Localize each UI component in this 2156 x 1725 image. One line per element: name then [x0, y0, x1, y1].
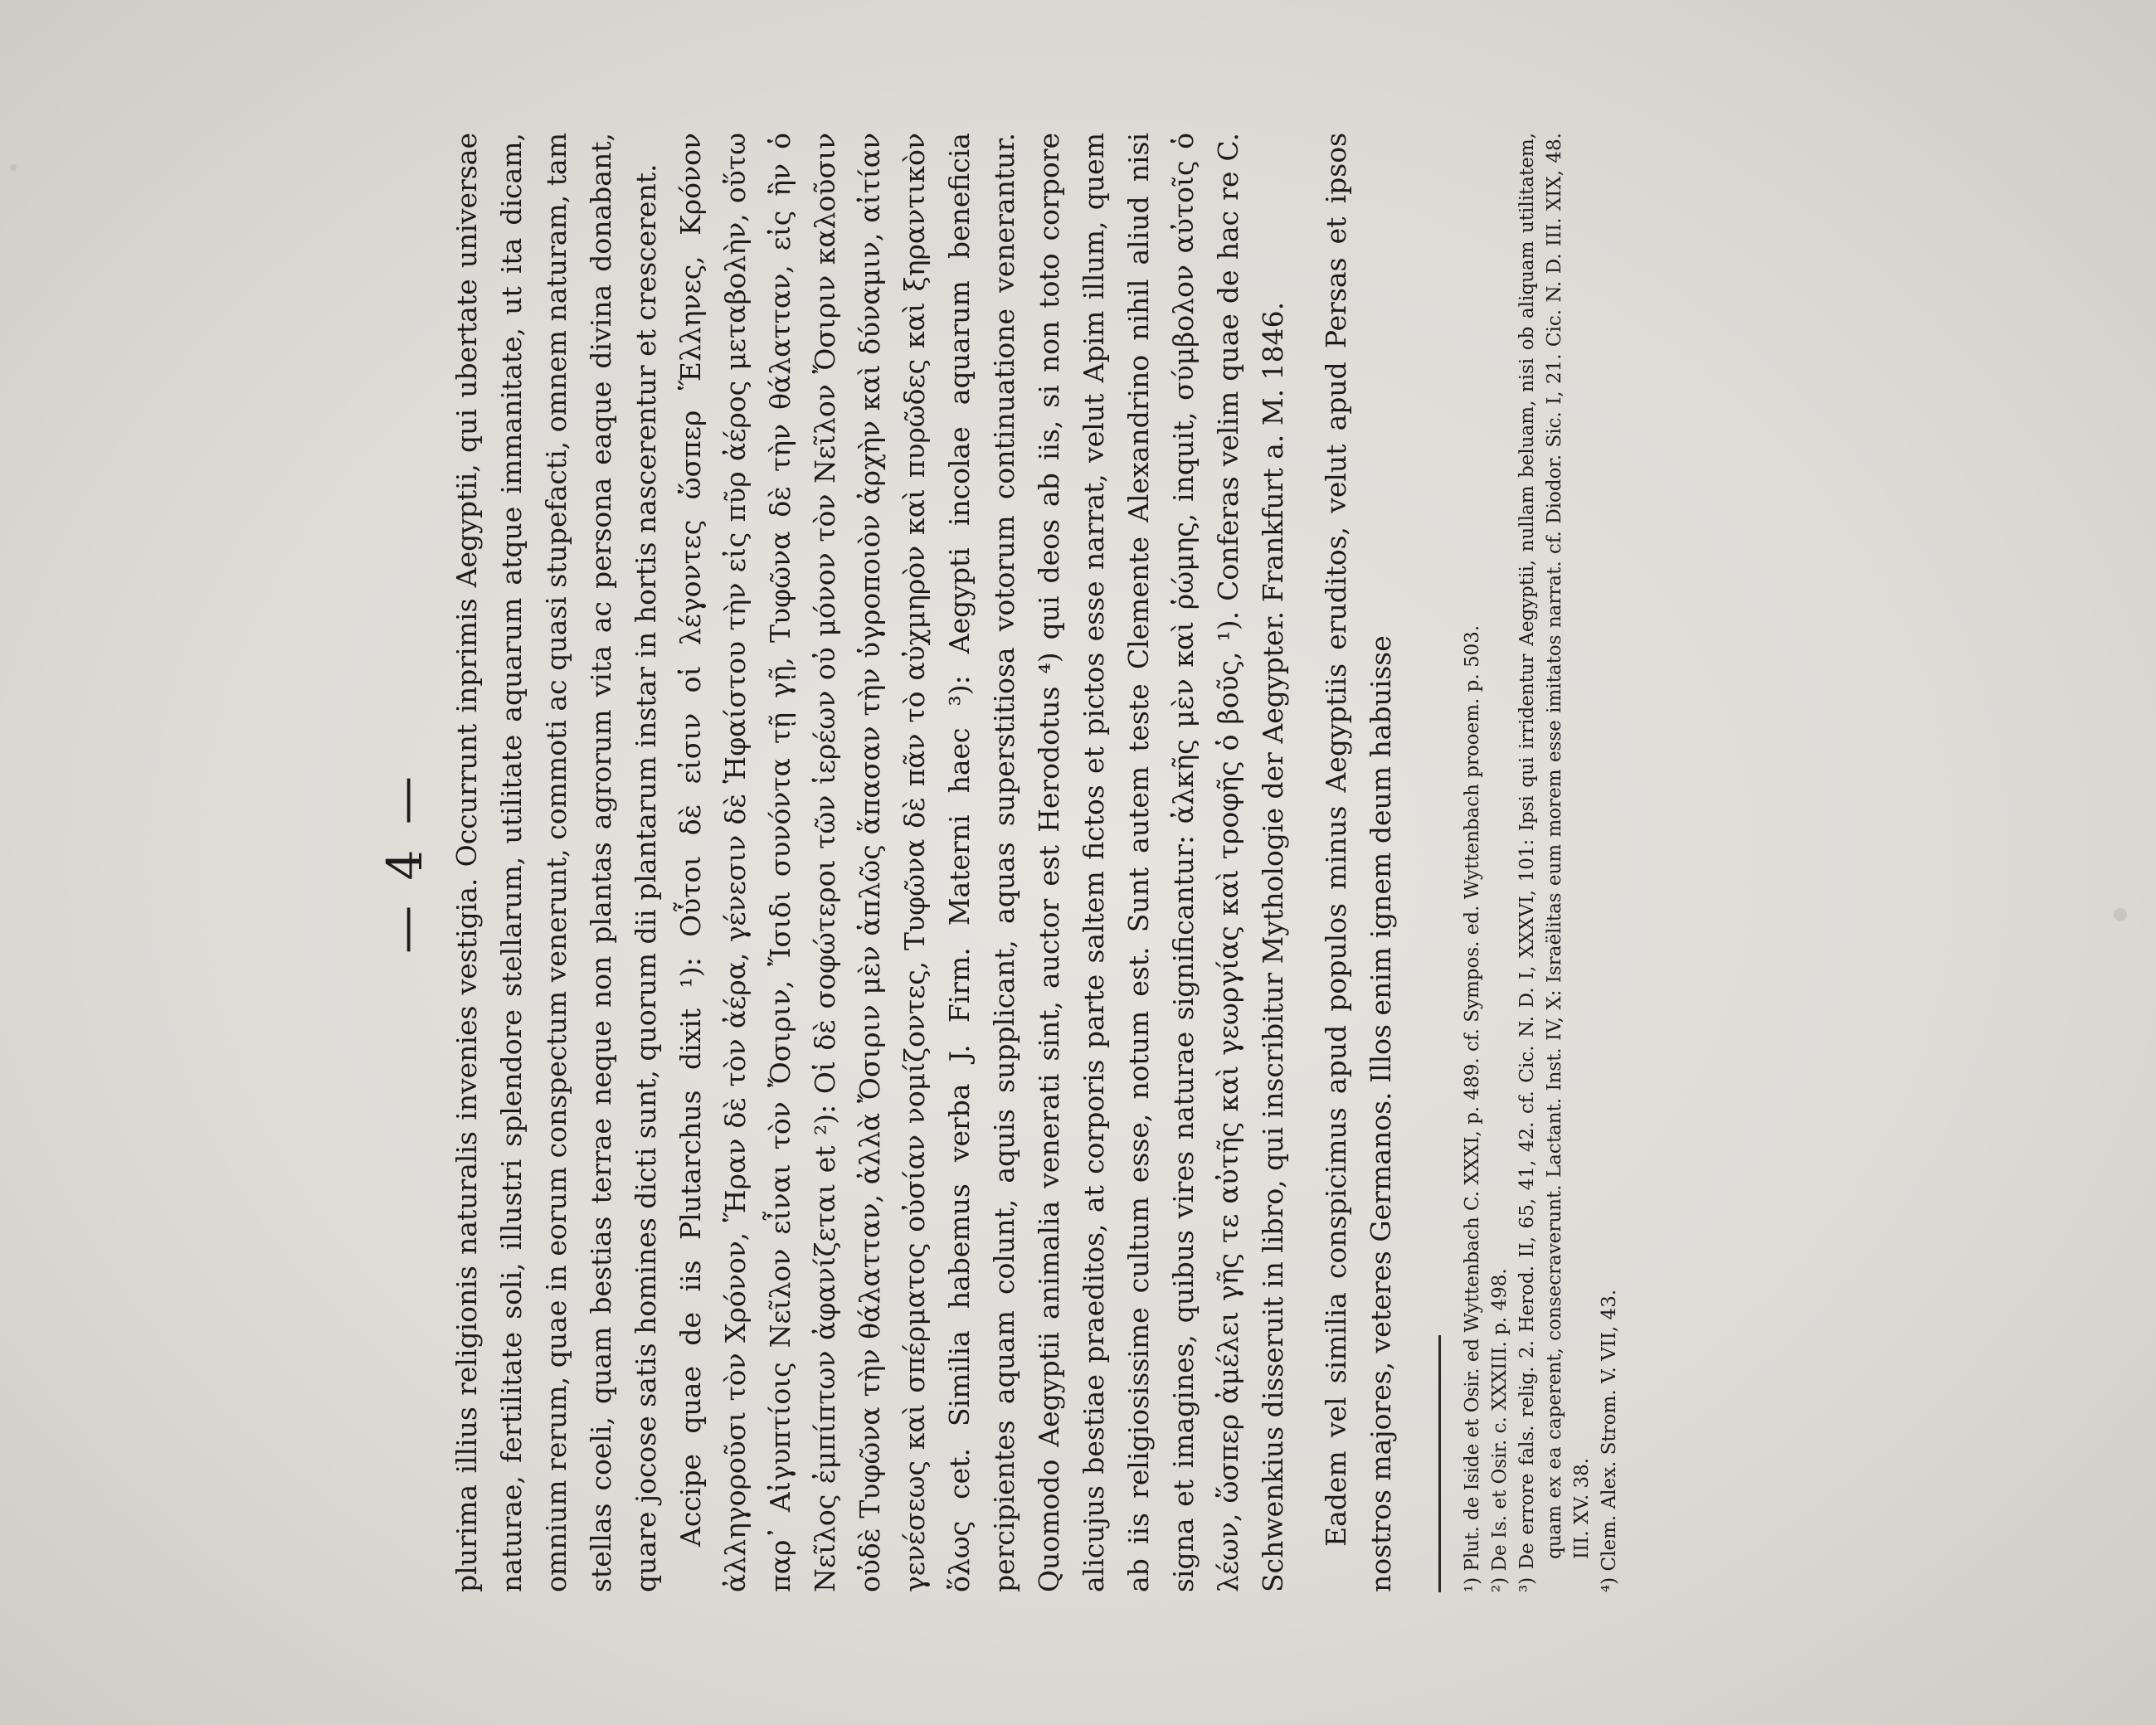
paper-spot	[10, 164, 17, 171]
paragraph-2: Accipe quae de iis Plutarchus dixit ¹): Οὗτοι δὲ εἰσιν οἱ λέγοντες ὥσπερ Ἕλληνες, Κρόνον ἀλληγοροῦσι τὸν Χρόνον, Ἥραν δὲ τὸν ἀέρα, γένεσιν δὲ Ἡφαίστου τὴν εἰς πῦρ ἀέρος μεταβολὴν, οὕτω παρ᾽ Αἰγυπτίοις Νεῖλον εἶναι τὸν Ὄσιριν, Ἴσιδι συνόντα τῇ γῇ, Τυφῶνα δὲ τὴν θάλατταν, εἰς ἣν ὁ Νεῖλος ἐμπίπτων ἀφανίζεται et ²): Οἱ δὲ σοφώτεροι τῶν ἱερέων οὐ μόνον τὸν Νεῖλον Ὄσιριν καλοῦσιν οὐδὲ Τυφῶνα τὴν θάλατταν, ἀλλὰ Ὄσιριν μὲν ἁπλῶς ἅπασαν τὴν ὑγροποιὸν ἀρχὴν καὶ δύναμιν, αἰτίαν γενέσεως καὶ σπέρματος οὐσίαν νομίζοντες, Τυφῶνα δὲ πᾶν τὸ αὐχμηρὸν καὶ πυρῶδες καὶ ξηραντικὸν ὅλως cet. Similia habemus verba J. Firm. Materni haec ³): Aegypti incolae aquarum beneficia percipientes aquam colunt, aquis supplicant, aquas superstitiosa votorum continuatione venerantur. Quomodo Aegyptii animalia venerati sint, auctor est Herodotus ⁴) qui deos ab iis, si non toto corpore alicujus bestiae praeditos, at corporis parte saltem fictos et pictos esse narrat, velut Apim illum, quem ab iis religiosissime cultum esse, notum est. Sunt autem teste Clemente Alexandrino nihil aliud nisi signa et imagines, quibus vires naturae significantur: ἀλκῆς μὲν καὶ ῥώμης, inquit, σύμβολον αὐτοῖς ὁ λέων, ὥσπερ ἀμέλει γῆς τε αὐτῆς καὶ γεωργίας καὶ τροφῆς ὁ βοῦς, ¹). Conferas velim quae de hac re C. Schwenkius disseruit in libro, qui inscribitur Mythologie der Aegypter. Frankfurt a. M. 1846.	[674, 133, 1289, 1592]
footnote-4: ⁴) Clem. Alex. Strom. V. VII, 43.	[1598, 1289, 1620, 1592]
paragraph-3: Eadem vel similia conspicimus apud populos minus Aegyptiis eruditos, velut apud Persas et ipsos nostros majores, veteres Germanos. Illos enim ignem deum habuisse	[1319, 133, 1397, 1592]
footnote-3: ³) De errore fals. relig. 2. Herod. II, 65, 41, 42. cf. Cic. N. D. I, XXXVI, 101: Ipsi qui irridentur Aegyptii, nullam beluam, nisi ob aliquam utilitatem, quam ex ea caperent, consecraverunt. Lactant. Inst. IV, X: Israëlitas eum morem esse imitatos narrat. cf. Diodor. Sic. I, 21. Cic. N. D. III. XIX, 48. III. XV. 38.	[1516, 133, 1593, 1592]
paragraph-1: plurima illius religionis naturalis invenies vestigia. Occurrunt inprimis Aegyptii, qui ubertate universae naturae, fertilitate soli, illustri splendore stellarum, utilitate aquarum atque immanitate, ut ita dicam, omnium rerum, quae in eorum conspectum venerunt, commoti ac quasi stupefacti, omnem naturam, tam stellas coeli, quam bestias terrae neque non plantas agrorum vita ac persona eaque divina donabant, quare jocose satis homines dicti sunt, quorum dii plantarum instar in hortis nascerentur et crescerent.	[450, 133, 662, 1592]
page-number: — 4 —	[376, 771, 433, 954]
footnote-1: ¹) Plut. de Iside et Osir. ed Wyttenbach C. XXXI, p. 489. cf. Sympos. ed. Wyttenbach prooem. p. 503.	[1461, 624, 1483, 1592]
paper-spot	[2114, 908, 2127, 921]
body-text	[445, 100, 1404, 1625]
footnote-rule	[1438, 1335, 1441, 1592]
footnotes	[1459, 100, 1623, 1625]
book-page	[365, 100, 1792, 1625]
footnote-2: ²) De Is. et Osir. c. XXXIII. p. 498.	[1488, 1268, 1511, 1592]
